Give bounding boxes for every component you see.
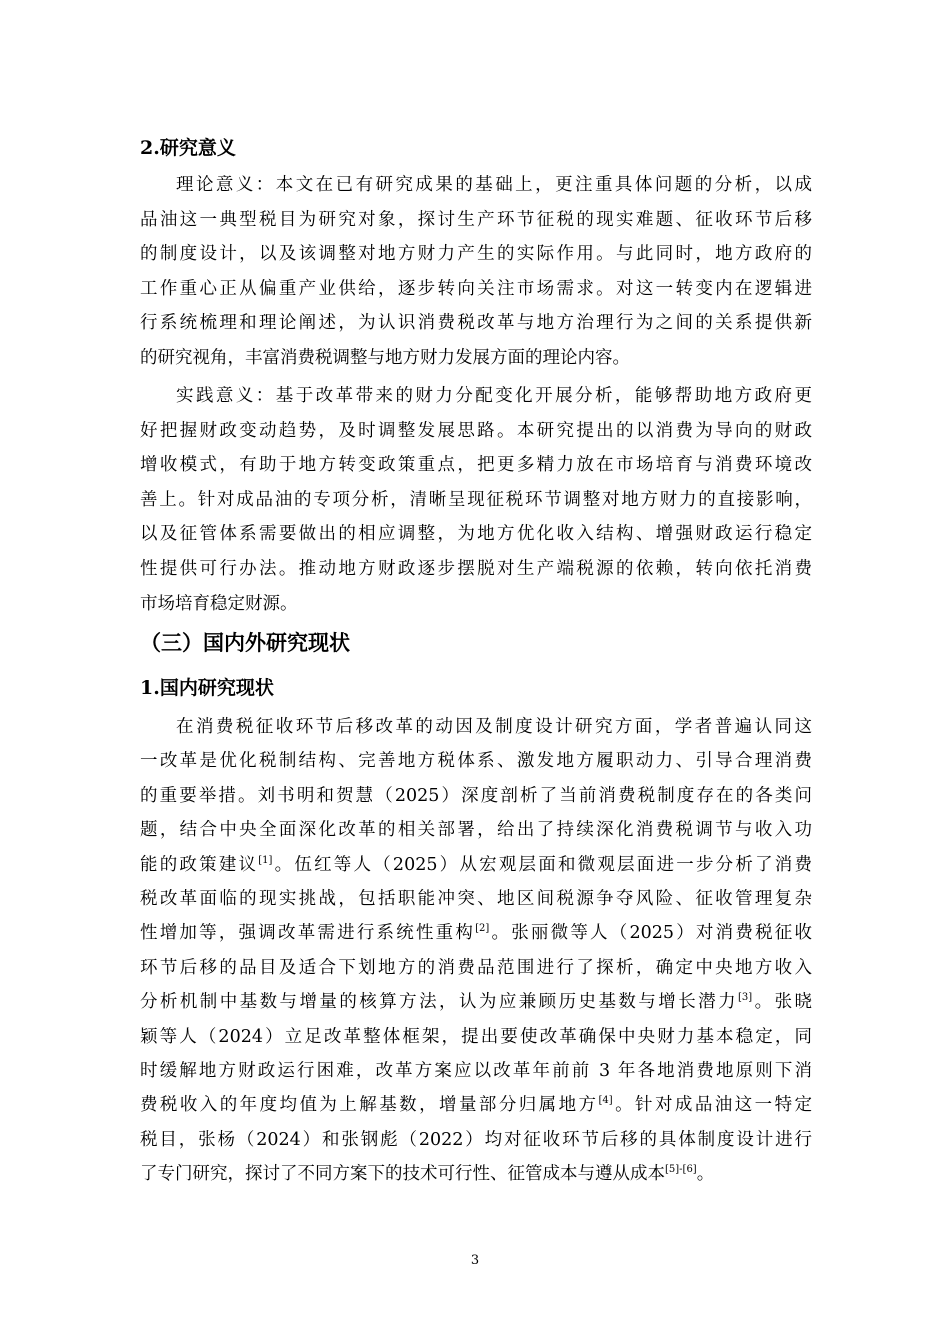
section-heading-research-status: （三）国内外研究现状: [140, 630, 350, 655]
text-run: 税目，张杨（2024）和张钢彪（2022）均对征收环节后移的具体制度设计进行: [140, 1129, 812, 1150]
text-run: 。张晓: [752, 992, 813, 1013]
text-run: 分析机制中基数与增量的核算方法，认为应兼顾历史基数与增长潜力: [140, 992, 739, 1013]
domestic-research-line: [140, 921, 812, 945]
practice-significance-line: 性提供可行办法。推动地方财政逐步摆脱对生产端税源的依赖，转向依托消费: [140, 559, 812, 579]
practice-significance-line: 好把握财政变动趋势，及时调整发展思路。本研究提出的以消费为导向的财政: [140, 420, 812, 441]
page-number: 3: [470, 1253, 480, 1268]
text-run: 的重要举措。刘书明和贺慧（2025）深度剖析了当前消费税制度存在的各类问: [140, 785, 812, 806]
domestic-research-line: [140, 1128, 812, 1152]
practice-significance-line: 善上。针对成品油的专项分析，清晰呈现征税环节调整对地方财力的直接影响，: [140, 489, 812, 510]
domestic-research-line: [176, 715, 812, 739]
text-run: 性增加等，强调改革需进行系统性重构: [140, 923, 476, 944]
practice-significance-line: 增收模式，有助于地方转变政策重点，把更多精力放在市场培育与消费环境改: [140, 455, 812, 476]
text-run: 一改革是优化税制结构、完善地方税体系、激发地方履职动力、引导合理消费: [140, 751, 812, 772]
domestic-research-line: [140, 749, 812, 773]
theory-significance-line: 的制度设计，以及该调整对地方财力产生的实际作用。与此同时，地方政府的: [140, 244, 812, 265]
domestic-research-line: [140, 1162, 812, 1186]
domestic-research-line: [140, 887, 812, 911]
text-run: 了专门研究，探讨了不同方案下的技术可行性、征管成本与遵从成本: [140, 1164, 665, 1185]
domestic-research-line: [140, 818, 812, 842]
theory-significance-line: 行系统梳理和理论阐述，为认识消费税改革与地方治理行为之间的关系提供新: [140, 313, 812, 334]
section-heading-research-significance: 2.研究意义: [140, 137, 236, 159]
text-run: 颖等人（2024）立足改革整体框架，提出要使改革确保中央财力基本稳定，同: [140, 1026, 812, 1047]
theory-significance-line: 工作重心正从偏重产业供给，逐步转向关注市场需求。对这一转变内在逻辑进: [140, 278, 812, 299]
practice-significance-line: 实践意义：基于改革带来的财力分配变化开展分析，能够帮助地方政府更: [176, 386, 812, 406]
text-run: 环节后移的品目及适合下划地方的消费品范围进行了探析，确定中央地方收入: [140, 957, 812, 978]
domestic-research-line: [140, 1025, 812, 1049]
domestic-research-line: [140, 1093, 812, 1117]
practice-significance-line: 以及征管体系需要做出的相应调整，为地方优化收入结构、增强财政运行稳定: [140, 524, 812, 545]
domestic-research-line: [140, 853, 812, 877]
text-run: 能的政策建议: [140, 854, 259, 875]
theory-significance-line: 品油这一典型税目为研究对象，探讨生产环节征税的现实难题、征收环节后移: [140, 209, 812, 230]
text-run: 在消费税征收环节后移改革的动因及制度设计研究方面，学者普遍认同这: [176, 717, 812, 737]
text-run: 。: [696, 1164, 715, 1185]
theory-significance-line: 的研究视角，丰富消费税调整与地方财力发展方面的理论内容。: [140, 348, 630, 368]
practice-significance-line: 市场培育稳定财源。: [140, 593, 298, 614]
text-run: 费税收入的年度均值为上解基数，增量部分归属地方: [140, 1095, 599, 1116]
domestic-research-line: [140, 1059, 812, 1083]
domestic-research-line: [140, 956, 812, 980]
subheading-domestic-research: 1.国内研究现状: [140, 677, 274, 699]
citation-reference: [5]-[6]: [665, 1164, 697, 1176]
text-run: 税改革面临的现实挑战，包括职能冲突、地区间税源争夺风险、征收管理复杂: [140, 889, 812, 909]
domestic-research-line: [140, 990, 812, 1014]
domestic-research-line: [140, 784, 812, 808]
text-run: 。针对成品油这一特定: [612, 1095, 812, 1116]
citation-reference: [3]: [738, 992, 753, 1004]
text-run: 。伍红等人（2025）从宏观层面和微观层面进一步分析了消费: [272, 854, 812, 875]
text-run: 。张丽微等人（2025）对消费税征收: [489, 923, 812, 944]
citation-reference: [4]: [598, 1095, 613, 1107]
citation-reference: [2]: [475, 923, 490, 935]
citation-reference: [1]: [258, 854, 273, 866]
text-run: 题，结合中央全面深化改革的相关部署，给出了持续深化消费税调节与收入功: [140, 820, 812, 841]
theory-significance-line: 理论意义：本文在已有研究成果的基础上，更注重具体问题的分析，以成: [176, 175, 812, 195]
text-run: 时缓解地方财政运行困难，改革方案应以改革年前前 3 年各地消费地原则下消: [140, 1061, 812, 1081]
